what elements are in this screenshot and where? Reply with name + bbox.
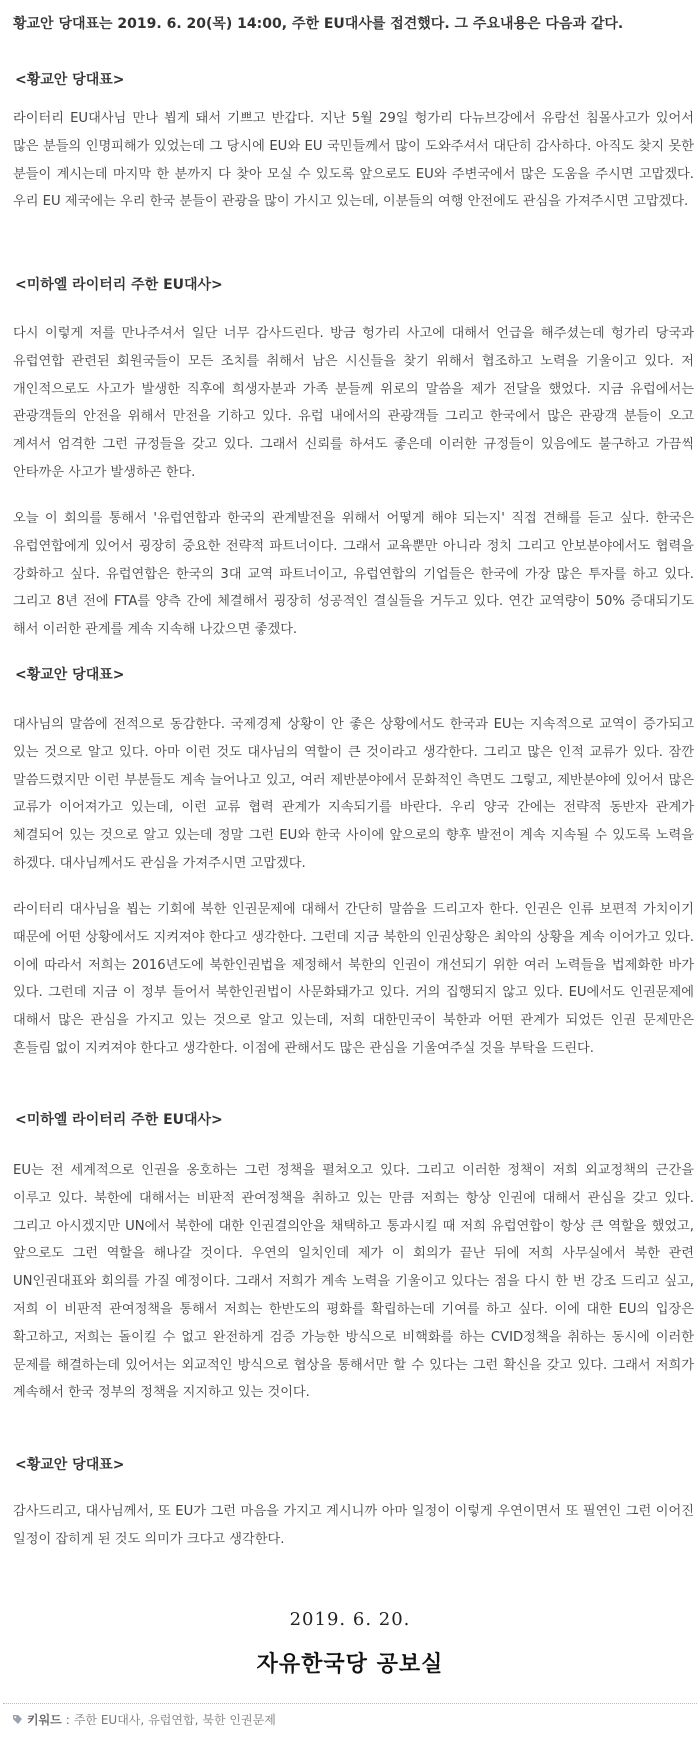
paragraph: 오늘 이 회의를 통해서 '유럽연합과 한국의 관계발전을 위해서 어떻게 해야 되는지' 직접 견해를 듣고 싶다. 한국은 유럽연합에게 있어서 굉장히 중요한 전략적 파트너이다. 그래서 교육뿐만 아니라 정치 그리고 안보분야에서도 협력을 강화하고 싶다. 유럽연합은 한국의 3대 교역 파트너이고, 유럽연합의 기업들은 한국에 가장 많은 투자를 하고 있다. 그리고 8년 전에 FTA를 양측 간에 체결해서 굉장히 성공적인 결실들을 거두고 있다. 연간 교역량이 50% 증대되기도 해서 이러한 관계를 계속 지속해 나갔으면 좋겠다. bbox=[13, 511, 694, 638]
divider bbox=[3, 1703, 697, 1704]
keyword-link[interactable]: 북한 인권문제 bbox=[202, 1713, 276, 1727]
paragraph: 라이터리 EU대사님 만나 뵙게 돼서 기쁘고 반갑다. 지난 5월 29일 헝가리 다뉴브강에서 유람선 침몰사고가 있어서 많은 분들의 인명피해가 있었는데 그 당시에 EU와 EU 국민들께서 많이 도와주셔서 대단히 감사하다. 아직도 찾지 못한 분들이 계시는데 마지막 한 분까지 다 찾아 모실 수 있도록 앞으로도 EU와 주변국에서 많은 도움을 주시면 고맙겠다. 우리 EU 제국에는 우리 한국 분들이 관광을 많이 가시고 있는데, 이분들의 여행 안전에도 관심을 가져주시면 고맙겠다. bbox=[13, 111, 694, 210]
paragraph: 감사드리고, 대사님께서, 또 EU가 그런 마음을 가지고 계시니까 아마 일정이 이렇게 우연이면서 또 필연인 그런 이어진 일정이 잡히게 된 것도 의미가 크다고 생각한다. bbox=[13, 1504, 694, 1547]
keywords-separator: : bbox=[65, 1712, 70, 1727]
keywords-label: 키워드 bbox=[27, 1713, 62, 1727]
paragraph: 다시 이렇게 저를 만나주셔서 일단 너무 감사드린다. 방금 헝가리 사고에 대해서 언급을 해주셨는데 헝가리 당국과 유럽연합 관련된 회원국들이 모든 조치를 취해서 남은 시신들을 찾기 위해서 협조하고 노력을 기울이고 있다. 저 개인적으로도 사고가 발생한 직후에 희생자분과 가족 분들께 위로의 말씀을 제가 전달을 했었다. 지금 유럽에서는 관광객들의 안전을 위해서 만전을 기하고 있다. 유럽 내에서의 관광객들 그리고 한국에서 많은 관광객 분들이 오고 계셔서 엄격한 그런 규정들을 갖고 있다. 그래서 신뢰를 하셔도 좋은데 이러한 규정들이 있음에도 불구하고 가끔씩 안타까운 사고가 발생하곤 한다. bbox=[13, 326, 694, 480]
intro-text: 황교안 당대표는 2019. 6. 20(목) 14:00, 주한 EU대사를 접견했다. 그 주요내용은 다음과 같다. bbox=[13, 16, 624, 32]
speaker-heading: <황교안 당대표> bbox=[15, 72, 125, 88]
paragraph: EU는 전 세계적으로 인권을 옹호하는 그런 정책을 펼쳐오고 있다. 그리고 이러한 정책이 저희 외교정책의 근간을 이루고 있다. 북한에 대해서는 비판적 관여정책을 취하고 있는 만큼 저희는 항상 인권에 대해서 관심을 갖고 있다. 그리고 아시겠지만 UN에서 북한에 대한 인권결의안을 채택하고 통과시킬 때 저희 유럽연합이 항상 큰 역할을 했었고, 앞으로도 그런 역할을 해나갈 것이다. 우연의 일치인데 제가 이 회의가 끝난 뒤에 저희 사무실에서 북한 관련 UN인권대표와 회의를 가질 예정이다. 그래서 저희가 계속 노력을 기울이고 있다는 점을 다시 한 번 강조 드리고 싶고, 저희 이 비판적 관여정책을 통해서 저희는 한반도의 평화를 확립하는데 기여를 하고 싶다. 이에 대한 EU의 입장은 확고하고, 저희는 돌이킬 수 없고 완전하게 검증 가능한 방식으로 비핵화를 하는 CVID정책을 취하는 동시에 이러한 문제를 해결하는데 있어서는 외교적인 방식으로 협상을 통해서만 할 수 있다는 그런 확신을 갖고 있다. 그래서 저희가 계속해서 한국 정부의 정책을 지지하고 있는 것이다. bbox=[13, 1163, 694, 1401]
keyword-link[interactable]: 유럽연합 bbox=[148, 1713, 195, 1727]
keyword-link[interactable]: 주한 EU대사 bbox=[73, 1713, 141, 1727]
speaker-heading: <미하엘 라이터리 주한 EU대사> bbox=[15, 277, 223, 293]
speaker-heading: <미하엘 라이터리 주한 EU대사> bbox=[15, 1112, 223, 1128]
organization-name: 자유한국당 공보실 bbox=[256, 1652, 444, 1677]
paragraph: 라이터리 대사님을 뵙는 기회에 북한 인권문제에 대해서 간단히 말씀을 드리고자 한다. 인권은 인류 보편적 가치이기 때문에 어떤 상황에서도 지켜져야 한다고 생각한다. 그런데 지금 북한의 인권상황은 최악의 상황을 계속 이어가고 있다. 이에 따라서 저희는 2016년도에 북한인권법을 제정해서 북한의 인권이 개선되기 위한 여러 노력들을 법제화한 바가 있다. 그런데 지금 이 정부 들어서 북한인권법이 사문화돼가고 있다. 거의 집행되지 않고 있다. EU에서도 인권문제에 대해서 많은 관심을 가지고 있는 것으로 알고 있는데, 저희 대한민국이 북한과 어떤 관계가 되었든 인권 문제만은 흔들림 없이 지켜져야 한다고 생각한다. 이점에 관해서도 많은 관심을 기울여주실 것을 부탁을 드린다. bbox=[13, 902, 694, 1056]
tag-icon bbox=[12, 1714, 23, 1725]
paragraph: 대사님의 말씀에 전적으로 동감한다. 국제경제 상황이 안 좋은 상황에서도 한국과 EU는 지속적으로 교역이 증가되고 있는 것으로 알고 있다. 아마 이런 것도 대사님의 역할이 큰 것이라고 생각한다. 그리고 많은 인적 교류가 있다. 잠깐 말씀드렸지만 이런 부분들도 계속 늘어나고 있고, 여러 제반분야에서 문화적인 측면도 그렇고, 제반분야에 있어서 많은 교류가 이어져가고 있는데, 이런 교류 협력 관계가 지속되기를 바란다. 우리 양국 간에는 전략적 동반자 관계가 체결되어 있는 것으로 알고 있는데 정말 그런 EU와 한국 사이에 앞으로의 향후 발전이 계속 지속될 수 있도록 노력을 하겠다. 대사님께서도 관심을 가져주시면 고맙겠다. bbox=[13, 717, 694, 871]
keywords-bar: 키워드 : 주한 EU대사 , 유럽연합 , 북한 인권문제 bbox=[12, 1711, 276, 1728]
speaker-heading: <황교안 당대표> bbox=[15, 667, 125, 683]
release-date: 2019. 6. 20. bbox=[289, 1609, 411, 1630]
speaker-heading: <황교안 당대표> bbox=[15, 1457, 125, 1473]
